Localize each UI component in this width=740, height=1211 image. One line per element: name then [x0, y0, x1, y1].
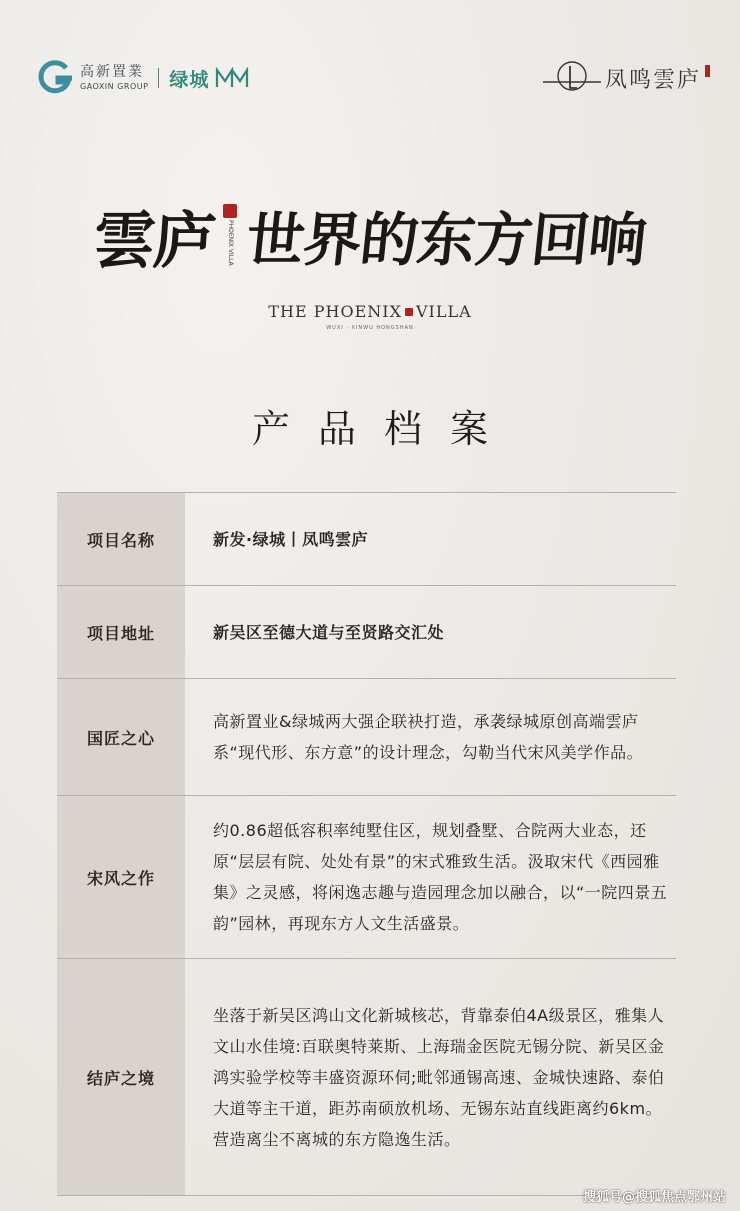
gaoxin-logo	[38, 56, 249, 100]
header	[0, 0, 740, 110]
row-label: 国匠之心	[57, 679, 185, 795]
fengming-mark-icon	[541, 58, 603, 98]
row-label: 结庐之境	[57, 959, 185, 1195]
gaoxin-g-icon	[38, 60, 74, 96]
row-label: 项目名称	[57, 493, 185, 585]
phoenix-villa-title	[268, 302, 471, 321]
headline-yunlu: 雲庐	[91, 203, 217, 277]
row-label: 宋风之作	[57, 796, 185, 958]
lvcheng-mark-icon	[215, 67, 249, 89]
table-row	[57, 586, 676, 679]
headline	[0, 180, 740, 290]
section-title: 产品档案	[251, 407, 516, 451]
table-row	[57, 493, 676, 586]
product-profile-table	[57, 492, 676, 1196]
phoenix-right: VILLA	[415, 302, 472, 321]
table-row	[57, 796, 676, 959]
red-seal-icon	[223, 204, 237, 218]
row-value: 约0.86超低容积率纯墅住区，规划叠墅、合院两大业态，还原“层层有院、处处有景”的宋式雅致生活。汲取宋代《西园雅集》之灵感，将闲逸志趣与造园理念加以融合，以“一院四景五韵”园林，再现东方人文生活盛景。	[213, 821, 668, 933]
row-value: 坐落于新吴区鸿山文化新城核芯，背靠泰伯4A级景区，雅集人文山水佳境:百联奥特莱斯、上海瑞金医院无锡分院、新吴区金鸿实验学校等丰盛资源环伺;毗邻通锡高速、金城快速路、泰伯大道等主干道，距苏南硕放机场、无锡东站直线距离约6km。营造离尘不离城的东方隐逸生活。	[213, 1005, 665, 1149]
row-value: 新吴区至德大道与至贤路交汇处	[213, 622, 445, 642]
headline-slogan: 世界的东方回响	[242, 206, 649, 274]
row-value: 高新置业&绿城两大强企联袂打造，承袭绿城原创高端雲庐系“现代形、东方意”的设计理念，勾勒当代宋风美学作品。	[213, 712, 644, 762]
headline-brand-text: PHOENIX VILLA	[226, 220, 234, 266]
phoenix-dot-icon	[405, 308, 413, 316]
phoenix-subtitle: WUXI · XINWU HONGSHAN	[326, 325, 414, 331]
row-label: 项目地址	[57, 586, 185, 678]
fengming-seal	[705, 65, 710, 77]
table-row	[57, 959, 676, 1196]
fengming-name: 凤鸣雲庐	[604, 67, 701, 93]
logo-divider	[158, 68, 159, 88]
row-value: 新发·绿城丨凤鸣雲庐	[213, 529, 369, 549]
gaoxin-name-en: GAOXIN GROUP	[80, 82, 149, 91]
watermark: 搜狐号@搜狐焦点鄂州站	[582, 1190, 726, 1205]
gaoxin-text	[80, 65, 148, 91]
table-row	[57, 679, 676, 796]
headline-brand-mark	[223, 204, 237, 266]
phoenix-villa-mark	[0, 302, 740, 331]
lvcheng-name: 绿城	[169, 68, 210, 91]
fengming-logo	[541, 56, 710, 100]
gaoxin-name-cn: 高新置業	[80, 64, 144, 80]
phoenix-left: THE PHOENIX	[268, 302, 402, 321]
